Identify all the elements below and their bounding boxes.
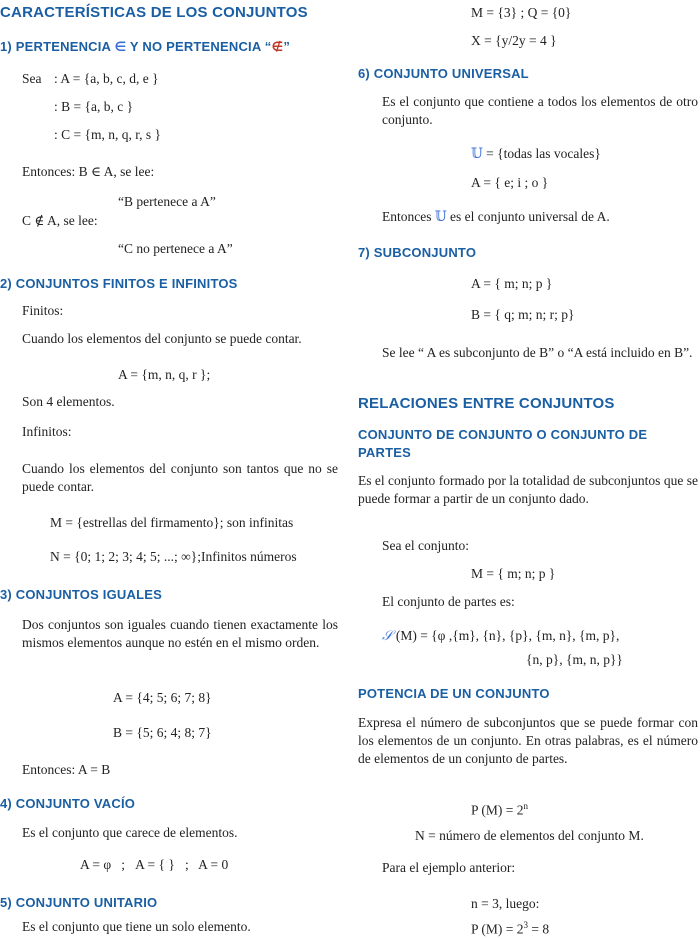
section-7-title: 7) SUBCONJUNTO xyxy=(358,245,477,260)
iguales-desc: Dos conjuntos son iguales cuando tienen exactamente los mismos elementos aunque no estén en el mismo orden. xyxy=(22,617,338,650)
iguales-set-a: A = {4; 5; 6; 7; 8} xyxy=(113,690,212,705)
finitos-label: Finitos: xyxy=(22,303,64,318)
universal-symbol: 𝕌 xyxy=(471,146,483,161)
section-6-title: 6) CONJUNTO UNIVERSAL xyxy=(358,66,529,81)
partes-line-1: 𝒮 (M) = {φ ,{m}, {n}, {p}, {m, n}, {m, p}, xyxy=(382,628,620,643)
partes-set-m: M = { m; n; p } xyxy=(471,566,556,581)
unitario-desc: Es el conjunto que tiene un solo elemento. xyxy=(22,919,251,934)
iguales-set-b: B = {5; 6; 4; 8; 7} xyxy=(113,725,212,740)
set-c-def: : C = {m, n, q, r, s } xyxy=(54,127,162,142)
subconjunto-desc: Se lee “ A es subconjunto de B” o “A está incluido en B”. xyxy=(382,345,693,360)
finitos-example: A = {m, n, q, r }; xyxy=(118,367,211,382)
ejemplo-label: Para el ejemplo anterior: xyxy=(382,860,516,875)
unitario-example-1: M = {3} ; Q = {0} xyxy=(471,5,572,20)
potencia-result: P $(M) = 2^3 = 8$ xyxy=(471,920,550,937)
n-definition: N = número de elementos del conjunto M. xyxy=(415,828,644,843)
universal-conclusion: Entonces 𝕌 es el conjunto universal de A. xyxy=(382,209,610,224)
partes-label: El conjunto de partes es: xyxy=(382,594,515,609)
sea-label: Sea xyxy=(22,71,42,86)
universal-desc: Es el conjunto que contiene a todos los elementos de otro conjunto. xyxy=(382,94,698,127)
relaciones-title: RELACIONES ENTRE CONJUNTOS xyxy=(358,395,615,412)
sea-conjunto: Sea el conjunto: xyxy=(382,538,469,553)
n-value: n = 3, luego: xyxy=(471,896,540,911)
partes-symbol: 𝒮 xyxy=(382,628,393,643)
c-not-in-a: C ∉ A, se lee: xyxy=(22,213,98,228)
set-a-def: : A = {a, b, c, d, e } xyxy=(54,71,159,86)
partes-line-2: {n, p}, {m, n, p}} xyxy=(526,652,623,667)
section-1-title: 1) PERTENENCIA ∈ Y NO PERTENENCIA “∉” xyxy=(0,39,291,54)
read-no-pertenece: “C no pertenece a A” xyxy=(118,241,233,256)
page-title: CARACTERÍSTICAS DE LOS CONJUNTOS xyxy=(0,4,308,21)
subconjunto-set-a: A = { m; n; p } xyxy=(471,276,553,291)
infinitos-example-stars: M = {estrellas del firmamento}; son infinitas xyxy=(50,515,294,530)
infinitos-desc: Cuando los elementos del conjunto son tantos que no se puede contar. xyxy=(22,461,338,494)
entonces-line: Entonces: B ∈ A, se lee: xyxy=(22,164,155,179)
finitos-count: Son 4 elementos. xyxy=(22,394,115,409)
section-3-title: 3) CONJUNTOS IGUALES xyxy=(0,587,162,602)
read-pertenece: “B pertenece a A” xyxy=(118,194,216,209)
set-b-def: : B = {a, b, c } xyxy=(54,99,134,114)
universal-def: 𝕌 = {todas las vocales} xyxy=(471,146,601,161)
partes-desc: Es el conjunto formado por la totalidad de subconjuntos que se puede formar a partir de un conjunto dado. xyxy=(358,473,698,506)
vacio-desc: Es el conjunto que carece de elementos. xyxy=(22,825,238,840)
potencia-title: POTENCIA DE UN CONJUNTO xyxy=(358,686,550,701)
potencia-formula: P $(M) = 2^n$ xyxy=(471,801,528,818)
finitos-desc: Cuando los elementos del conjunto se puede contar. xyxy=(22,331,302,346)
infinitos-label: Infinitos: xyxy=(22,424,72,439)
unitario-example-2: X = {y/2y = 4 } xyxy=(471,33,557,48)
universal-set-a: A = { e; i ; o } xyxy=(471,175,549,190)
iguales-conclusion: Entonces: A = B xyxy=(22,762,111,777)
section-4-title: 4) CONJUNTO VACÍO xyxy=(0,796,136,811)
partes-title: CONJUNTO DE CONJUNTO O CONJUNTO DE PARTES xyxy=(358,427,648,460)
subconjunto-set-b: B = { q; m; n; r; p} xyxy=(471,307,575,322)
potencia-desc: Expresa el número de subconjuntos que se puede formar con los elementos de un conjunto. En otras palabras, es el número de elementos de un conjunto de partes. xyxy=(358,715,698,766)
infinitos-example-numbers: N = {0; 1; 2; 3; 4; 5; ...; ∞};Infinitos números xyxy=(50,549,297,564)
vacio-example: A = φ ; A = { } ; A = 0 xyxy=(80,857,229,872)
section-2-title: 2) CONJUNTOS FINITOS E INFINITOS xyxy=(0,276,238,291)
section-5-title: 5) CONJUNTO UNITARIO xyxy=(0,895,158,910)
